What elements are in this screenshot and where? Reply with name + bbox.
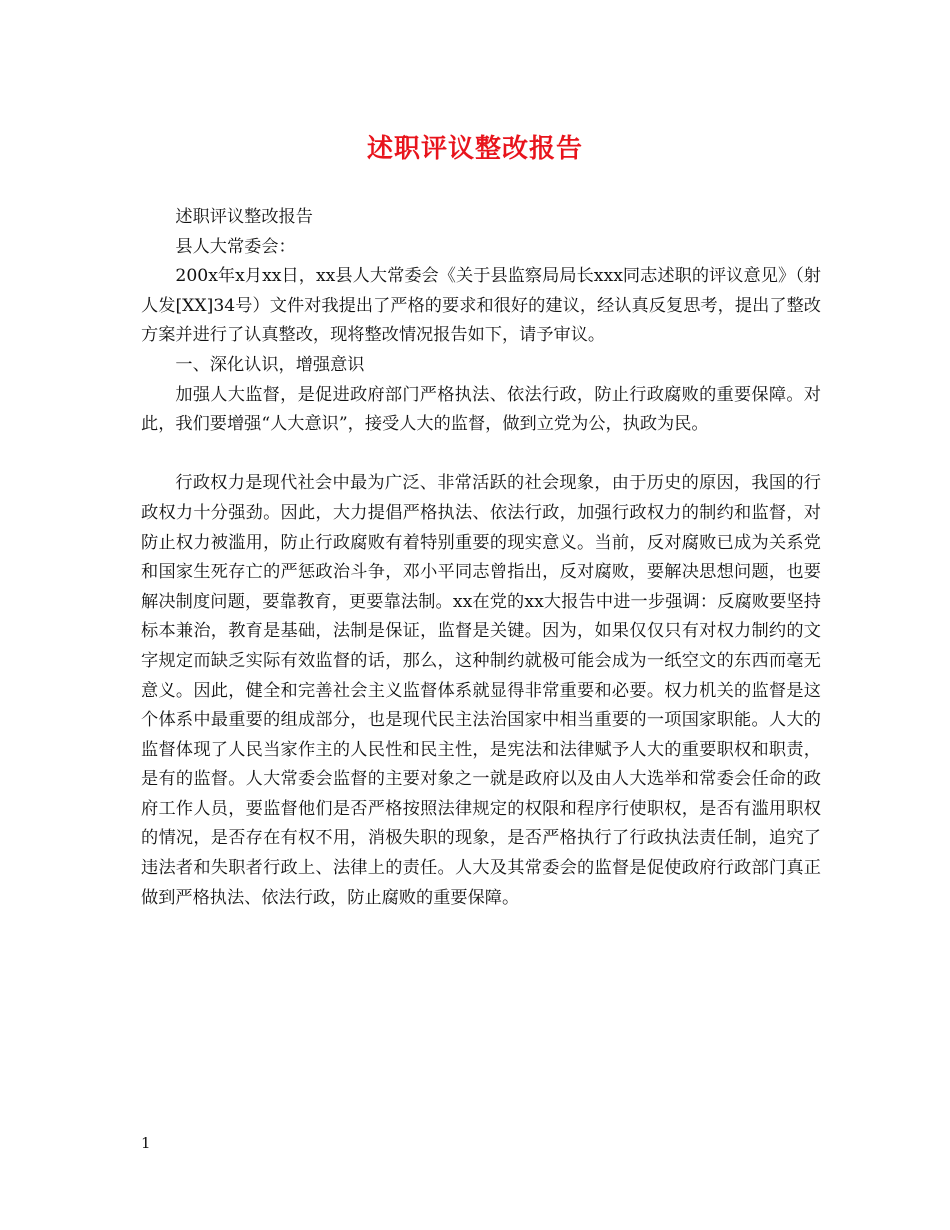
intro-paragraph: 200x年x月xx日，xx县人大常委会《关于县监察局局长xxx同志述职的评议意见》（射人发[XX]34号）文件对我提出了严格的要求和很好的建议，经认真反复思考，提出了整改方案并进行了认真整改，现将整改情况报告如下，请予审议。 [141, 266, 821, 346]
section-1-paragraph-1: 加强人大监督，是促进政府部门严格执法、依法行政，防止行政腐败的重要保障。对此，我们要增强“人大意识”，接受人大的监督，做到立党为公，执政为民。 [141, 384, 821, 435]
section-1-paragraph-2: 行政权力是现代社会中最为广泛、非常活跃的社会现象，由于历史的原因，我国的行政权力十分强劲。因此，大力提倡严格执法、依法行政，加强行政权力的制约和监督，对防止权力被滥用，防止行政腐败有着特别重要的现实意义。当前，反对腐败已成为关系党和国家生死存亡的严惩政治斗争，邓小平同志曾指出，反对腐败，要解决思想问题，也要解决制度问题，要靠教育，更要靠法制。xx在党的xx大报告中进一步强调：反腐败要坚持标本兼治，教育是基础，法制是保证，监督是关键。因为，如果仅仅只有对权力制约的文字规定而缺乏实际有效监督的话，那么，这种制约就极可能会成为一纸空文的东西而毫无意义。因此，健全和完善社会主义监督体系就显得非常重要和必要。权力机关的监督是这个体系中最重要的组成部分，也是现代民主法治国家中相当重要的一项国家职能。人大的监督体现了人民当家作主的人民性和民主性，是宪法和法律赋予人大的重要职权和职责，是有的监督。人大常委会监督的主要对象之一就是政府以及由人大选举和常委会任命的政府工作人员，要监督他们是否严格按照法律规定的权限和程序行使职权，是否有滥用职权的情况，是否存在有权不用，消极失职的现象，是否严格执行了行政执法责任制，追究了违法者和失职者行政上、法律上的责任。人大及其常委会的监督是促使政府行政部门真正做到严格执法、依法行政，防止腐败的重要保障。 [141, 473, 821, 908]
doc-heading-paragraph: 述职评议整改报告 [175, 207, 313, 227]
document-body [141, 203, 821, 913]
document-title: 述职评议整改报告 [366, 134, 583, 164]
section-heading-1: 一、深化认识，增强意识 [175, 354, 365, 375]
addressee-paragraph: 县人大常委会： [175, 236, 296, 257]
page-number: 1 [141, 1134, 151, 1152]
